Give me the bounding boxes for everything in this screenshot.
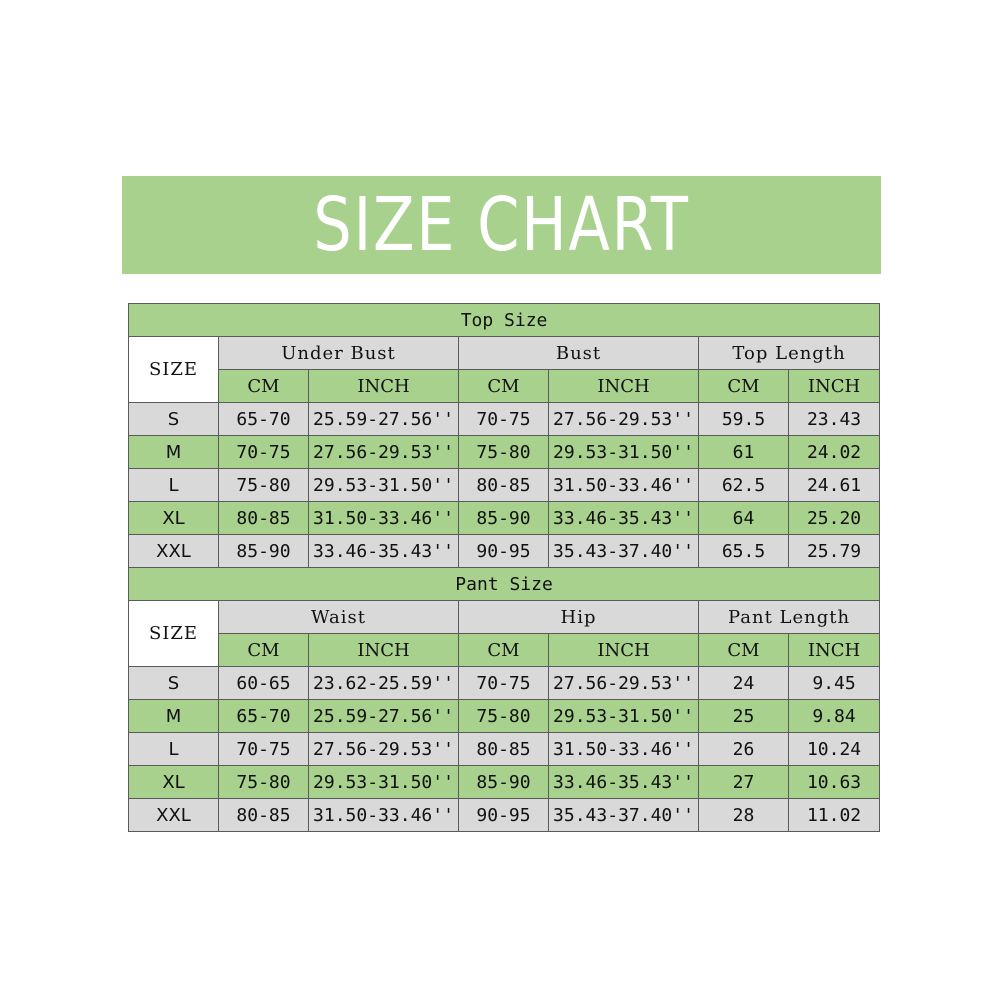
table-cell: 85-90: [459, 766, 549, 799]
table-cell: 25: [699, 700, 789, 733]
table-cell: 31.50-33.46'': [549, 733, 699, 766]
top-unit-header-row: [129, 370, 880, 403]
table-cell: 70-75: [219, 436, 309, 469]
size-cell: XXL: [129, 535, 219, 568]
table-cell: 65-70: [219, 403, 309, 436]
top-unit-header: CM: [699, 370, 789, 403]
size-cell: L: [129, 469, 219, 502]
size-cell: S: [129, 667, 219, 700]
table-cell: 80-85: [219, 502, 309, 535]
table-cell: 10.24: [789, 733, 880, 766]
size-cell: XL: [129, 502, 219, 535]
table-cell: 29.53-31.50'': [549, 700, 699, 733]
table-cell: 28: [699, 799, 789, 832]
table-cell: 80-85: [219, 799, 309, 832]
table-cell: 29.53-31.50'': [309, 766, 459, 799]
top-section-title: Top Size: [129, 304, 880, 337]
size-cell: XL: [129, 766, 219, 799]
table-cell: 23.62-25.59'': [309, 667, 459, 700]
top-unit-header: INCH: [549, 370, 699, 403]
pant-group-header: Pant Length: [699, 601, 880, 634]
table-row: [129, 436, 880, 469]
table-row: [129, 700, 880, 733]
top-unit-header: CM: [219, 370, 309, 403]
table-cell: 80-85: [459, 469, 549, 502]
table-cell: 60-65: [219, 667, 309, 700]
top-group-header: Top Length: [699, 337, 880, 370]
table-cell: 61: [699, 436, 789, 469]
table-cell: 64: [699, 502, 789, 535]
title-banner: [122, 176, 881, 274]
size-table: [128, 303, 880, 832]
pant-unit-header: CM: [459, 634, 549, 667]
table-row: [129, 502, 880, 535]
table-cell: 29.53-31.50'': [309, 469, 459, 502]
table-cell: 70-75: [459, 403, 549, 436]
table-cell: 24.02: [789, 436, 880, 469]
pant-group-header: Hip: [459, 601, 699, 634]
table-cell: 80-85: [459, 733, 549, 766]
table-cell: 75-80: [459, 700, 549, 733]
size-table-body: [129, 304, 880, 832]
table-cell: 85-90: [219, 535, 309, 568]
top-group-header: Bust: [459, 337, 699, 370]
pant-group-header-row: [129, 601, 880, 634]
table-cell: 27: [699, 766, 789, 799]
table-cell: 31.50-33.46'': [309, 502, 459, 535]
table-cell: 70-75: [459, 667, 549, 700]
top-unit-header: INCH: [789, 370, 880, 403]
pant-unit-header: INCH: [789, 634, 880, 667]
table-cell: 24.61: [789, 469, 880, 502]
table-cell: 9.84: [789, 700, 880, 733]
table-cell: 25.79: [789, 535, 880, 568]
table-cell: 27.56-29.53'': [549, 403, 699, 436]
table-cell: 75-80: [219, 469, 309, 502]
table-cell: 29.53-31.50'': [549, 436, 699, 469]
table-row: [129, 733, 880, 766]
table-cell: 90-95: [459, 535, 549, 568]
table-row: [129, 535, 880, 568]
table-cell: 31.50-33.46'': [309, 799, 459, 832]
top-size-label: SIZE: [129, 337, 219, 403]
table-cell: 31.50-33.46'': [549, 469, 699, 502]
top-unit-header: CM: [459, 370, 549, 403]
pant-group-header: Waist: [219, 601, 459, 634]
pant-unit-header: CM: [699, 634, 789, 667]
table-cell: 10.63: [789, 766, 880, 799]
table-cell: 33.46-35.43'': [549, 502, 699, 535]
pant-unit-header: CM: [219, 634, 309, 667]
size-cell: L: [129, 733, 219, 766]
page-title: SIZE CHART: [313, 182, 690, 268]
table-cell: 27.56-29.53'': [309, 733, 459, 766]
table-cell: 35.43-37.40'': [549, 535, 699, 568]
table-cell: 59.5: [699, 403, 789, 436]
table-cell: 33.46-35.43'': [309, 535, 459, 568]
pant-unit-header: INCH: [309, 634, 459, 667]
table-cell: 25.59-27.56'': [309, 700, 459, 733]
table-row: [129, 799, 880, 832]
table-row: [129, 766, 880, 799]
table-cell: 75-80: [459, 436, 549, 469]
size-cell: M: [129, 700, 219, 733]
table-cell: 35.43-37.40'': [549, 799, 699, 832]
size-cell: M: [129, 436, 219, 469]
table-row: [129, 469, 880, 502]
table-cell: 33.46-35.43'': [549, 766, 699, 799]
pant-section-title: Pant Size: [129, 568, 880, 601]
size-cell: XXL: [129, 799, 219, 832]
table-cell: 62.5: [699, 469, 789, 502]
pant-section-row: [129, 568, 880, 601]
top-section-row: [129, 304, 880, 337]
pant-unit-header: INCH: [549, 634, 699, 667]
table-cell: 75-80: [219, 766, 309, 799]
pant-size-label: SIZE: [129, 601, 219, 667]
pant-unit-header-row: [129, 634, 880, 667]
table-cell: 70-75: [219, 733, 309, 766]
table-cell: 85-90: [459, 502, 549, 535]
table-cell: 90-95: [459, 799, 549, 832]
table-cell: 26: [699, 733, 789, 766]
size-cell: S: [129, 403, 219, 436]
table-cell: 65-70: [219, 700, 309, 733]
table-row: [129, 667, 880, 700]
table-cell: 25.59-27.56'': [309, 403, 459, 436]
table-cell: 25.20: [789, 502, 880, 535]
top-group-header-row: [129, 337, 880, 370]
table-cell: 9.45: [789, 667, 880, 700]
table-cell: 11.02: [789, 799, 880, 832]
table-cell: 23.43: [789, 403, 880, 436]
table-cell: 27.56-29.53'': [309, 436, 459, 469]
table-cell: 27.56-29.53'': [549, 667, 699, 700]
table-cell: 65.5: [699, 535, 789, 568]
table-row: [129, 403, 880, 436]
top-unit-header: INCH: [309, 370, 459, 403]
top-group-header: Under Bust: [219, 337, 459, 370]
table-cell: 24: [699, 667, 789, 700]
